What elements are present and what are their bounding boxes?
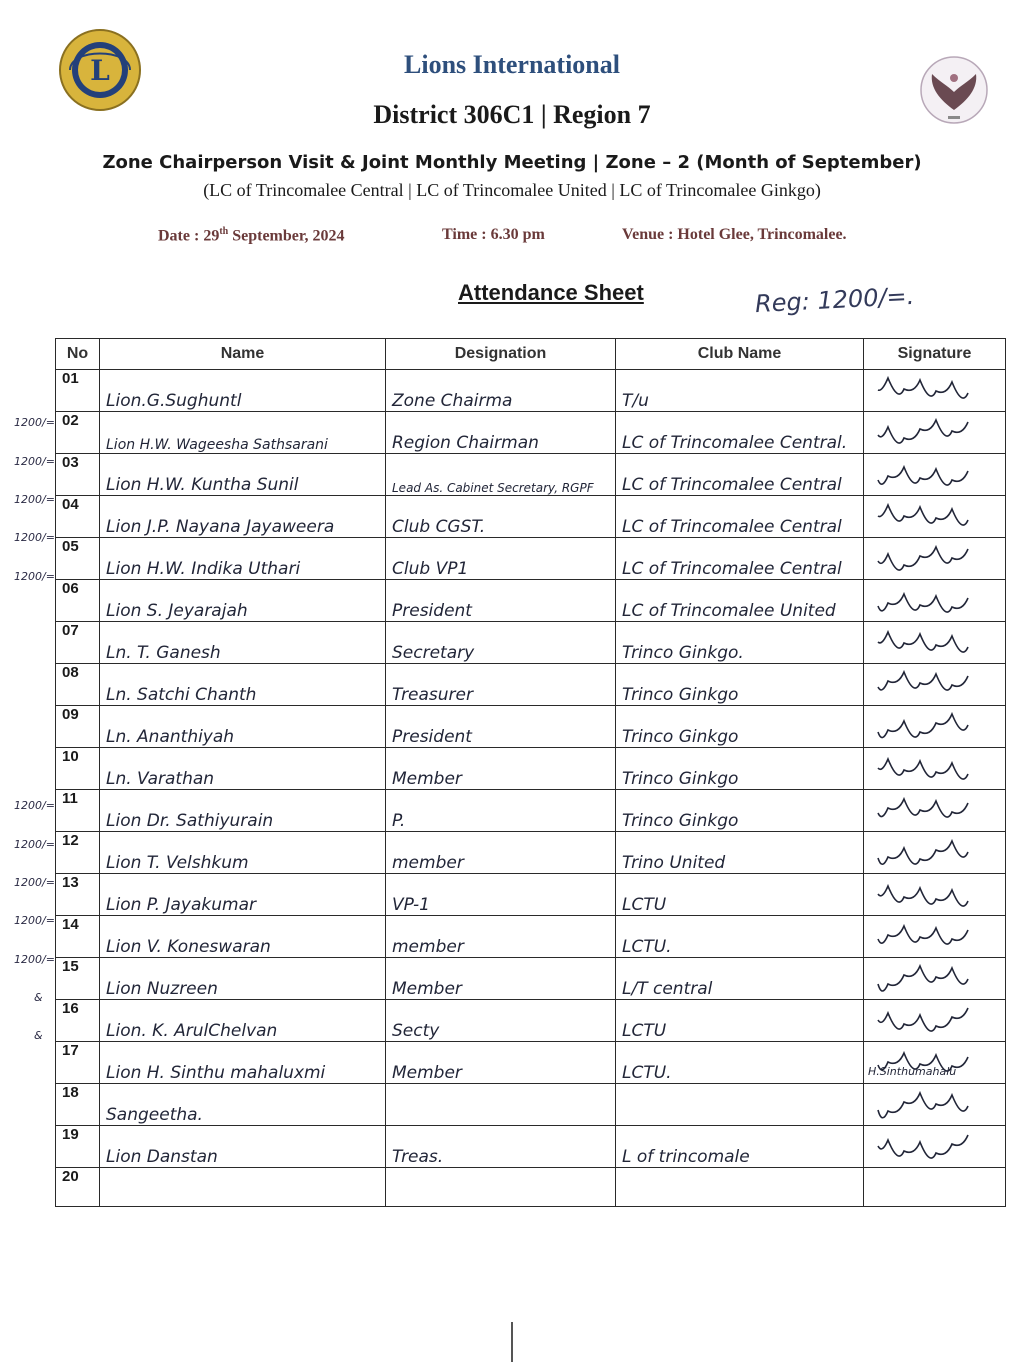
signature-cell [864,622,1006,664]
attendee-name: Lion.G.Sughuntl [100,370,386,412]
attendee-club: L/T central [616,958,864,1000]
table-row [56,538,1006,580]
signature-scribble [870,664,1006,700]
attendee-designation: President [386,706,616,748]
attendee-name: Lion S. Jeyarajah [100,580,386,622]
attendee-club: LC of Trincomalee Central [616,454,864,496]
attendee-name: Lion J.P. Nayana Jayaweera [100,496,386,538]
attendee-designation: Zone Chairma [386,370,616,412]
sheet-title: Attendance Sheet [458,280,644,305]
clubs-line: (LC of Trincomalee Central | LC of Trincomalee United | LC of Trincomalee Ginkgo) [203,180,821,200]
row-number: 03 [56,454,100,496]
row-number: 15 [56,958,100,1000]
signature-scribble [870,1126,1006,1162]
table-row [56,1042,1006,1084]
table-row [56,958,1006,1000]
attendee-designation [386,1084,616,1126]
signature-text: H.Sinthumahalu [868,1065,957,1078]
attendee-club: Trinco Ginkgo [616,706,864,748]
signature-cell [864,412,1006,454]
signature-scribble [870,958,1006,994]
attendee-designation: Club CGST. [386,496,616,538]
table-row [56,412,1006,454]
margin-note: 1200/= [14,569,55,583]
margin-note: 1200/= [14,875,55,889]
attendee-name: Lion T. Velshkum [100,832,386,874]
attendee-designation: P. [386,790,616,832]
table-row [56,832,1006,874]
table-row [56,706,1006,748]
signature-cell [864,1168,1006,1207]
attendee-name: Ln. T. Ganesh [100,622,386,664]
reg-note: Reg: 1200/=. [754,281,915,319]
event-venue: Venue : Hotel Glee, Trincomalee. [622,226,847,243]
attendee-club: Trinco Ginkgo [616,664,864,706]
attendee-club: Trinco Ginkgo [616,790,864,832]
attendee-name: Lion H.W. Wageesha Sathsarani [100,412,386,454]
signature-cell [864,538,1006,580]
signature-cell [864,706,1006,748]
attendee-designation: Member [386,1042,616,1084]
col-designation: Designation [386,339,616,370]
attendee-designation: Lead As. Cabinet Secretary, RGPF [386,454,616,496]
signature-cell [864,958,1006,1000]
attendee-club: LCTU. [616,1042,864,1084]
row-number: 12 [56,832,100,874]
col-club: Club Name [616,339,864,370]
attendee-name: Lion H.W. Kuntha Sunil [100,454,386,496]
table-row [56,622,1006,664]
row-number: 19 [56,1126,100,1168]
attendee-designation: Member [386,958,616,1000]
attendee-club: LC of Trincomalee Central. [616,412,864,454]
attendee-club: LC of Trincomalee Central [616,538,864,580]
attendee-club: L of trincomale [616,1126,864,1168]
attendee-club: Trinco Ginkgo. [616,622,864,664]
attendee-name: Lion H. Sinthu mahaluxmi [100,1042,386,1084]
signature-cell [864,832,1006,874]
attendee-designation: member [386,916,616,958]
table-row [56,916,1006,958]
row-number: 06 [56,580,100,622]
signature-scribble [870,496,1006,532]
signature-scribble [870,1000,1006,1036]
margin-note: 1200/= [14,454,55,468]
attendee-designation: Club VP1 [386,538,616,580]
row-number: 11 [56,790,100,832]
attendee-club: LCTU [616,874,864,916]
signature-cell [864,454,1006,496]
table-row [56,1084,1006,1126]
table-row [56,454,1006,496]
scan-mark [511,1322,513,1362]
table-row [56,1000,1006,1042]
table-header-row [56,339,1006,370]
attendee-name: Lion Dr. Sathiyurain [100,790,386,832]
signature-scribble [870,916,1006,952]
signature-cell [864,874,1006,916]
row-number: 04 [56,496,100,538]
attendee-designation [386,1168,616,1207]
row-number: 18 [56,1084,100,1126]
signature-scribble [870,832,1006,868]
signature-cell [864,1042,1006,1084]
attendee-designation: Secty [386,1000,616,1042]
attendee-name: Lion. K. ArulChelvan [100,1000,386,1042]
attendee-club: Trino United [616,832,864,874]
signature-scribble [870,748,1006,784]
signature-cell [864,1126,1006,1168]
svg-text:L: L [90,54,110,87]
col-name: Name [100,339,386,370]
attendee-name: Lion Danstan [100,1126,386,1168]
row-number: 07 [56,622,100,664]
attendee-name: Ln. Varathan [100,748,386,790]
row-number: 16 [56,1000,100,1042]
attendee-designation: President [386,580,616,622]
row-number: 01 [56,370,100,412]
table-row [56,874,1006,916]
signature-cell [864,370,1006,412]
margin-note: 1200/= [14,952,55,966]
signature-scribble [870,790,1006,826]
attendee-designation: Region Chairman [386,412,616,454]
margin-note: 1200/= [14,837,55,851]
row-number: 14 [56,916,100,958]
attendee-name: Ln. Ananthiyah [100,706,386,748]
margin-note: 1200/= [14,914,55,928]
signature-cell [864,1000,1006,1042]
signature-cell [864,1084,1006,1126]
attendee-name [100,1168,386,1207]
event-date: Date : 29th September, 2024 [158,226,345,245]
table-row [56,748,1006,790]
margin-note: & [34,1029,43,1043]
attendee-club: T/u [616,370,864,412]
district-title: District 306C1 | Region 7 [373,100,651,129]
attendee-name: Lion Nuzreen [100,958,386,1000]
attendee-name: Sangeetha. [100,1084,386,1126]
attendee-designation: Secretary [386,622,616,664]
margin-note: 1200/= [14,531,55,545]
attendee-club [616,1084,864,1126]
row-number: 10 [56,748,100,790]
table-row [56,790,1006,832]
signature-scribble [870,538,1006,574]
signature-cell [864,748,1006,790]
row-number: 02 [56,412,100,454]
signature-cell [864,790,1006,832]
signature-scribble [870,1084,1006,1120]
table-row [56,580,1006,622]
margin-note: 1200/= [14,799,55,813]
signature-scribble [870,580,1006,616]
signature-scribble [870,874,1006,910]
signature-scribble [870,454,1006,490]
attendee-designation: Member [386,748,616,790]
table-row [56,370,1006,412]
table-row [56,1168,1006,1207]
attendee-club: Trinco Ginkgo [616,748,864,790]
attendee-name: Lion H.W. Indika Uthari [100,538,386,580]
attendee-name: Lion P. Jayakumar [100,874,386,916]
attendee-club: LC of Trincomalee United [616,580,864,622]
attendee-designation: Treasurer [386,664,616,706]
row-number: 08 [56,664,100,706]
event-time: Time : 6.30 pm [442,226,545,243]
row-number: 20 [56,1168,100,1207]
attendee-designation: member [386,832,616,874]
signature-scribble [870,706,1006,742]
col-signature: Signature [864,339,1006,370]
row-number: 17 [56,1042,100,1084]
col-no: No [56,339,100,370]
attendee-name: Ln. Satchi Chanth [100,664,386,706]
margin-note: 1200/= [14,492,55,506]
margin-note: & [34,990,43,1004]
row-number: 09 [56,706,100,748]
attendee-designation: VP-1 [386,874,616,916]
attendee-club: LC of Trincomalee Central [616,496,864,538]
row-number: 05 [56,538,100,580]
signature-cell [864,580,1006,622]
signature-cell [864,496,1006,538]
margin-note: 1200/= [14,416,55,430]
row-number: 13 [56,874,100,916]
signature-scribble [870,622,1006,658]
signature-cell [864,916,1006,958]
signature-cell [864,664,1006,706]
table-row [56,1126,1006,1168]
attendee-designation: Treas. [386,1126,616,1168]
event-title: Zone Chairperson Visit & Joint Monthly Meeting | Zone – 2 (Month of September) [102,152,922,173]
attendee-name: Lion V. Koneswaran [100,916,386,958]
table-row [56,496,1006,538]
signature-scribble [870,412,1006,448]
table-row [56,664,1006,706]
attendee-club: LCTU. [616,916,864,958]
attendee-club: LCTU [616,1000,864,1042]
org-title: Lions International [404,50,620,79]
signature-scribble [870,370,1006,406]
attendance-table [55,338,1006,1207]
attendee-club [616,1168,864,1207]
